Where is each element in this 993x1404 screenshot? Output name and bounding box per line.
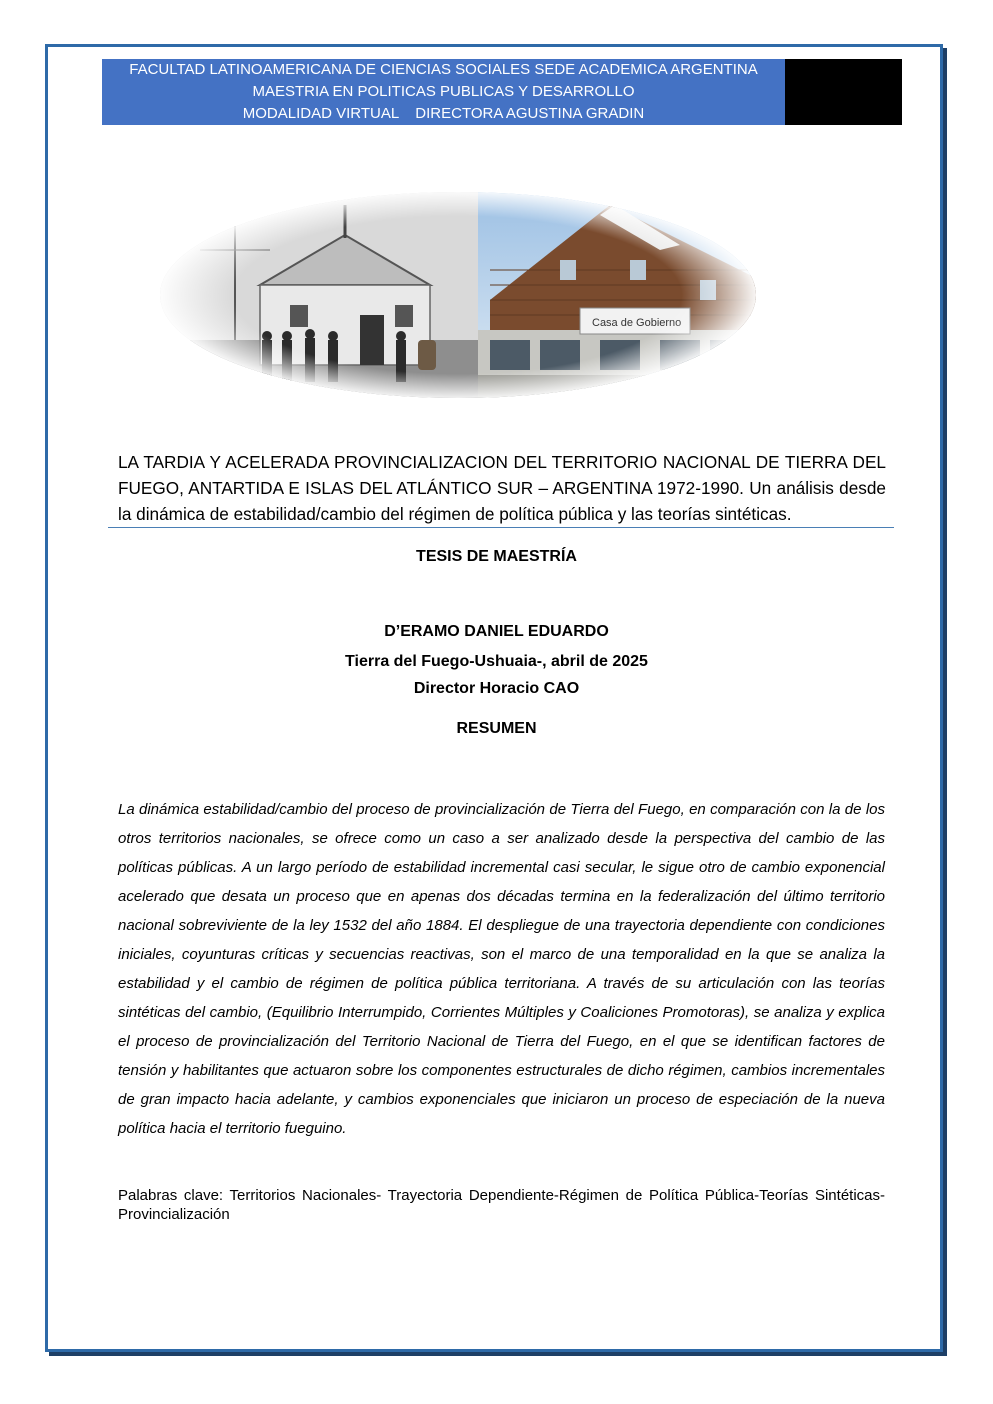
thesis-title: LA TARDIA Y ACELERADA PROVINCIALIZACION DEL TERRITORIO NACIONAL DE TIERRA DEL FUEGO, ANTARTIDA E ISLAS DEL ATLÁNTICO SUR – ARGENTINA 1972-1990. Un análisis desde la dinámica de estabilidad/cambio del régimen de política pública y las teorías sintéticas. [118, 452, 886, 524]
document-type: TESIS DE MAESTRÍA [416, 548, 577, 565]
header-line-2: MAESTRIA EN POLITICAS PUBLICAS Y DESARROLLO [252, 83, 635, 100]
header-line-1: FACULTAD LATINOAMERICANA DE CIENCIAS SOCIALES SEDE ACADEMICA ARGENTINA [129, 61, 758, 78]
place-and-date: Tierra del Fuego-Ushuaia-, abril de 2025 [345, 653, 648, 670]
keywords: Palabras clave: Territorios Nacionales- Trayectoria Dependiente-Régimen de Política Pública-Teorías Sintéticas-Provincialización [118, 1187, 885, 1223]
author-name: D’ERAMO DANIEL EDUARDO [384, 623, 609, 640]
abstract-text: La dinámica estabilidad/cambio del proceso de provincialización de Tierra del Fuego, en comparación con la de los otros territorios nacionales, se ofrece como un caso a ser analizado desde la perspectiva del cambio de las políticas públicas. A un largo período de estabilidad incremental casi secular, le sigue otro de cambio exponencial acelerado que desata un proceso que en apenas dos décadas termina en la federalización del último territorio nacional sobreviviente de la ley 1532 del año 1884. El despliegue de una trayectoria dependiente con condiciones iniciales, coyunturas críticas y secuencias reactivas, son el marco de una temporalidad en la que se analiza la estabilidad y el cambio de régimen de política pública territoriana. A través de su articulación con las teorías sintéticas del cambio, (Equilibrio Interrumpido, Corrientes Múltiples y Coaliciones Promotoras), se analiza y explica el proceso de provincialización del Territorio Nacional de Tierra del Fuego, en el que se identifican factores de tensión y habilitantes que actuaron sobre los componentes estructurales de dicho régimen, cambios incrementales de gran impacto hacia adelante, y cambios exponenciales que iniciaron un proceso de especiación de la nueva política hacia el territorio fueguino. [118, 801, 885, 1137]
header-line-3: MODALIDAD VIRTUAL DIRECTORA AGUSTINA GRADIN [242, 105, 645, 122]
abstract-heading: RESUMEN [456, 720, 537, 737]
institution-header [102, 59, 785, 125]
director-name: Director Horacio CAO [413, 680, 580, 697]
title-divider [108, 527, 894, 528]
cover-photo [160, 190, 756, 400]
header-black-block [785, 59, 902, 125]
